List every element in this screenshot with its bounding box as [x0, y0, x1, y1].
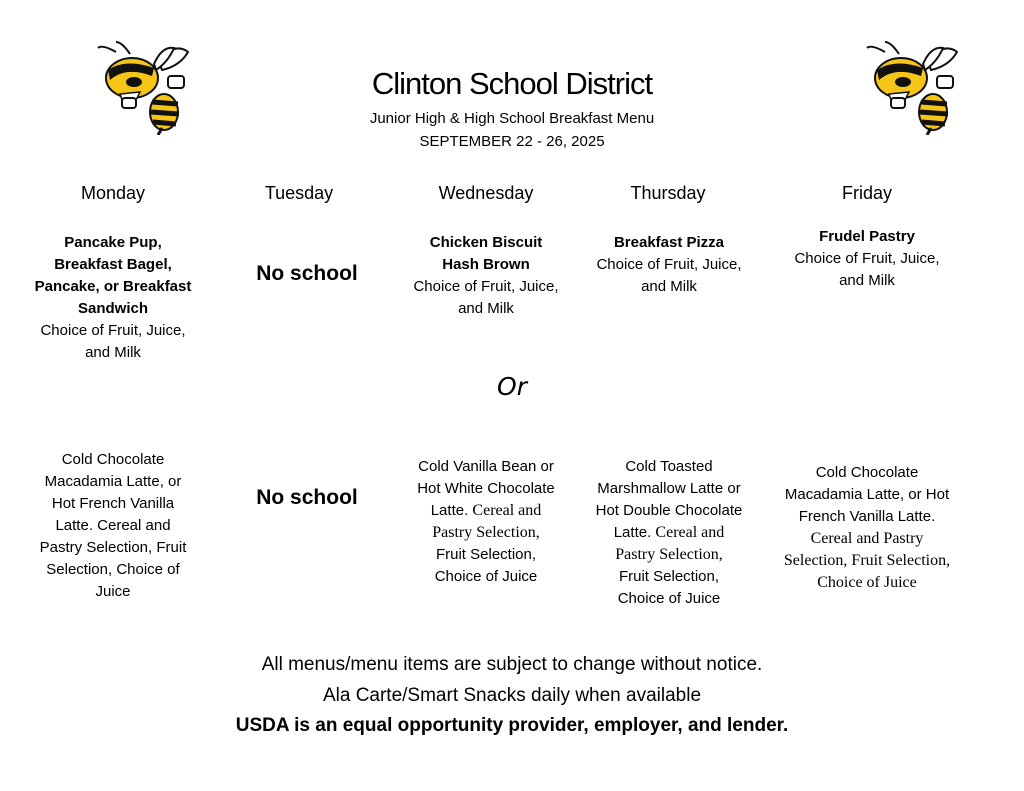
or-separator: Or	[497, 372, 527, 401]
menu-item: Sandwich	[77, 300, 148, 317]
menu-line: Choice of Fruit, Juice,	[413, 278, 559, 295]
menu-line: Choice of Fruit, Juice,	[596, 256, 742, 273]
day-header-wednesday: Wednesday	[438, 183, 534, 203]
menu-item: Pancake Pup,	[64, 234, 162, 251]
breakfast-tuesday-no-school: No school	[256, 262, 358, 285]
breakfast-wednesday	[396, 232, 576, 320]
menu-line: Cereal and Pastry	[810, 530, 924, 547]
day-header-thursday: Thursday	[630, 183, 706, 203]
menu-item: Breakfast Pizza	[613, 234, 725, 251]
coffee-tuesday-no-school: No school	[256, 486, 358, 509]
footer-snacks: Ala Carte/Smart Snacks daily when available	[322, 685, 702, 706]
menu-line: and Milk	[839, 272, 895, 289]
day-header-friday: Friday	[841, 183, 892, 203]
menu-line: Hot French Vanilla	[51, 495, 175, 512]
menu-line: Fruit Selection,	[618, 568, 720, 585]
day-header-monday: Monday	[80, 183, 146, 203]
coffee-wednesday	[396, 456, 576, 588]
menu-line: Cereal and	[472, 502, 542, 519]
menu-item: Hash Brown	[442, 256, 530, 273]
menu-line: Selection, Choice of	[46, 561, 180, 578]
menu-line: Pastry Selection,	[615, 546, 723, 563]
coffee-friday	[767, 462, 967, 594]
menu-subtitle: Junior High & High School Breakfast Menu	[369, 110, 655, 127]
menu-line: and Milk	[85, 344, 141, 361]
menu-line: Choice of Juice	[617, 590, 721, 607]
menu-line: Cold Chocolate	[61, 451, 165, 468]
menu-item: Frudel Pastry	[819, 228, 915, 245]
menu-line: Fruit Selection,	[435, 546, 537, 563]
menu-line: Hot Double Chocolate	[595, 502, 743, 519]
menu-line: Cold Toasted	[625, 458, 713, 475]
menu-line: Choice of Fruit, Juice,	[40, 322, 186, 339]
page-title: Clinton School District	[371, 66, 653, 101]
menu-item: Breakfast Bagel,	[54, 256, 172, 273]
menu-line: Hot White Chocolate	[417, 480, 555, 497]
menu-line: Macadamia Latte, or Hot	[784, 486, 950, 503]
menu-dates: SEPTEMBER 22 - 26, 2025	[419, 133, 605, 150]
breakfast-monday	[23, 232, 203, 364]
breakfast-friday	[777, 226, 957, 292]
footer-usda-statement: USDA is an equal opportunity provider, employer, and lender.	[235, 715, 789, 736]
menu-line: Choice of Fruit, Juice,	[794, 250, 940, 267]
menu-line: Cold Chocolate	[815, 464, 919, 481]
menu-item: Chicken Biscuit	[429, 234, 543, 251]
menu-line: Latte.	[613, 524, 656, 541]
menu-line: Latte. Cereal and	[55, 517, 171, 534]
menu-line: French Vanilla Latte.	[798, 508, 936, 525]
menu-line: Cereal and	[655, 524, 725, 541]
day-header-tuesday: Tuesday	[264, 183, 334, 203]
menu-line: Choice of Juice	[817, 574, 917, 591]
menu-line: Latte.	[430, 502, 473, 519]
coffee-monday	[23, 449, 203, 603]
menu-line: Choice of Juice	[434, 568, 538, 585]
menu-line: Pastry Selection,	[432, 524, 540, 541]
menu-line: and Milk	[458, 300, 514, 317]
menu-line: Cold Vanilla Bean or	[418, 458, 554, 475]
menu-line: and Milk	[641, 278, 697, 295]
coffee-thursday	[579, 456, 759, 610]
menu-line: Selection, Fruit Selection,	[783, 552, 951, 569]
menu-item: Pancake, or Breakfast	[34, 278, 192, 295]
menu-line: Pastry Selection, Fruit	[39, 539, 187, 556]
footer-disclaimer: All menus/menu items are subject to change without notice.	[261, 654, 763, 675]
menu-line: Macadamia Latte, or	[44, 473, 182, 490]
menu-line: Marshmallow Latte or	[597, 480, 741, 497]
breakfast-thursday	[579, 232, 759, 298]
menu-line: Juice	[95, 583, 131, 600]
